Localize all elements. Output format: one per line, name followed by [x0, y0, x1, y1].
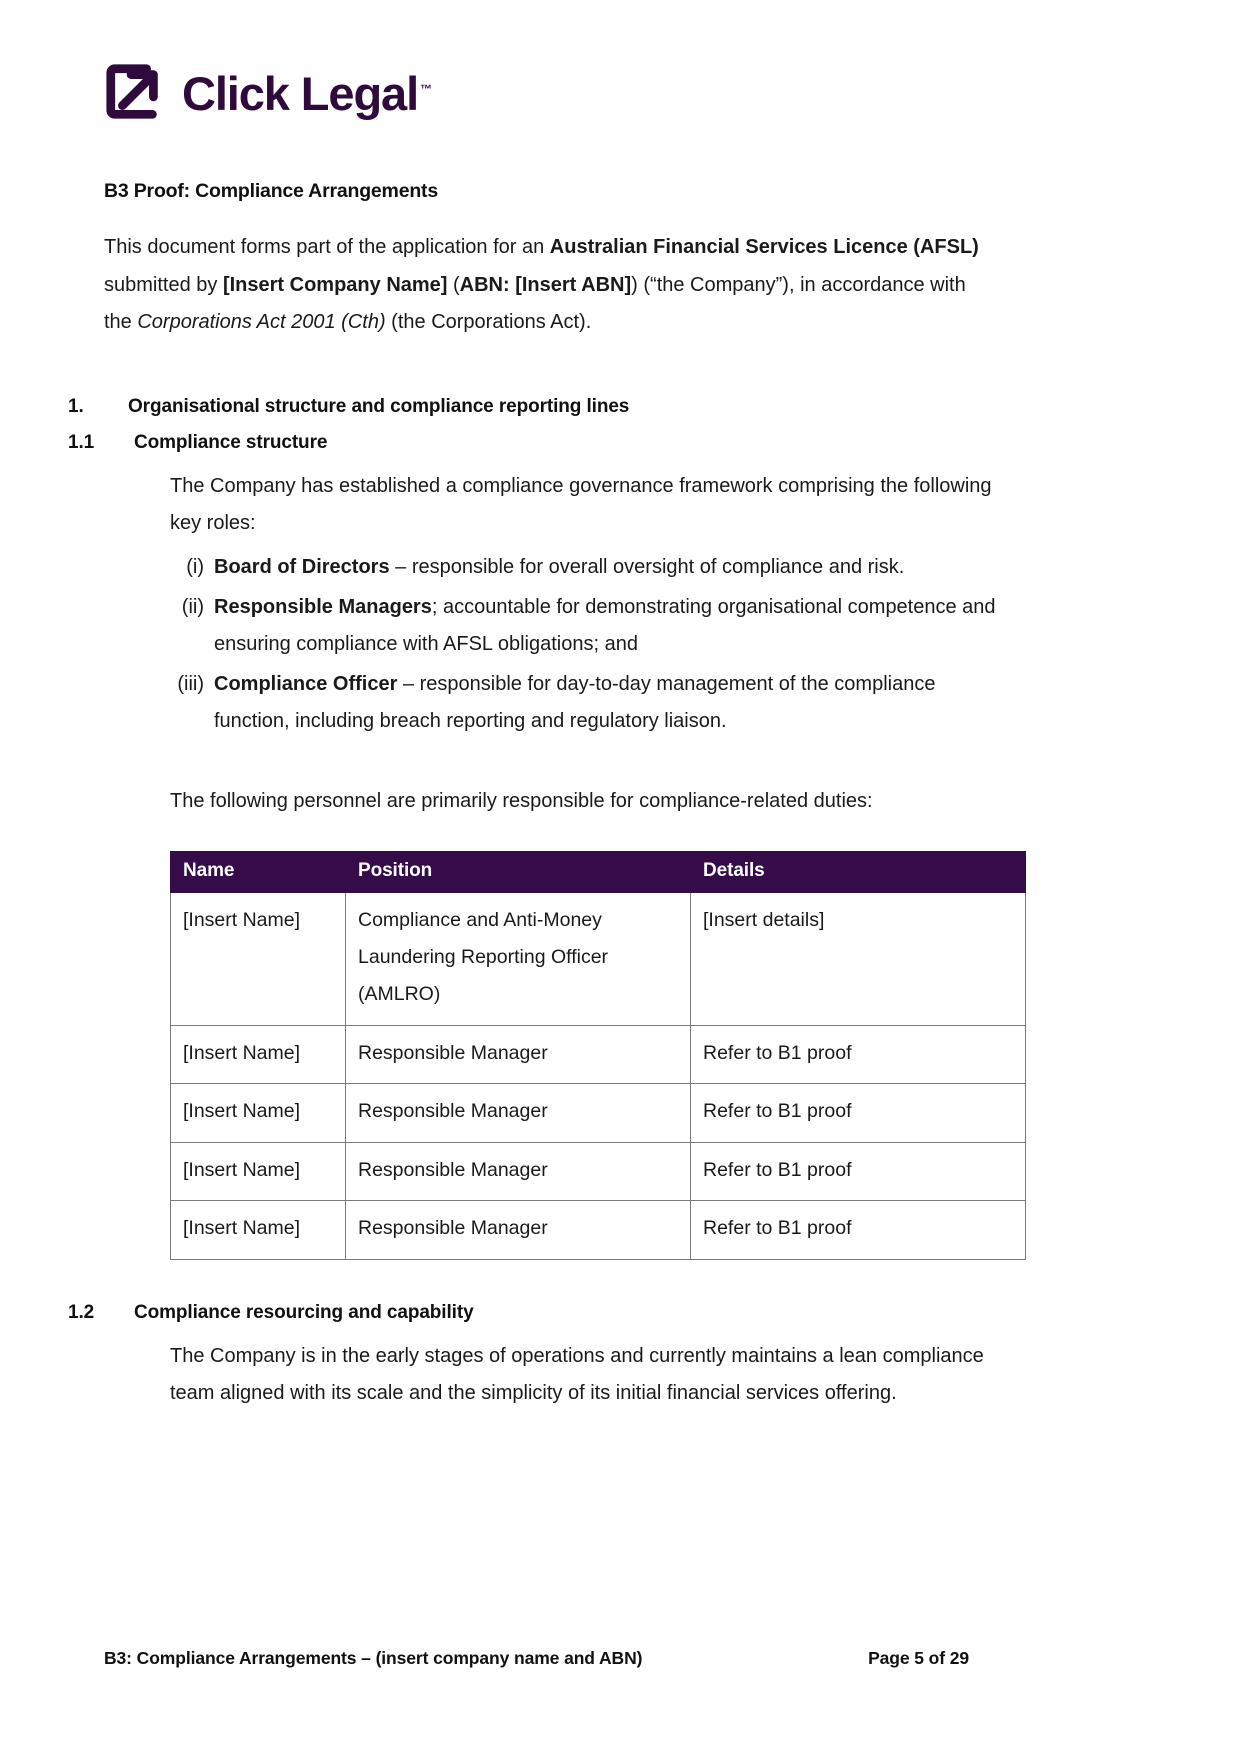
cell-details: Refer to B1 proof	[691, 1025, 1026, 1083]
page-title: B3 Proof: Compliance Arrangements	[104, 180, 438, 202]
cell-position: Responsible Manager	[346, 1142, 691, 1200]
document-body	[68, 180, 1173, 1419]
cell-details: Refer to B1 proof	[691, 1201, 1026, 1259]
table-row	[171, 1025, 1026, 1083]
cell-name: [Insert Name]	[171, 1201, 346, 1259]
page-footer	[104, 1648, 1137, 1669]
table-row	[171, 1142, 1026, 1200]
cell-details: Refer to B1 proof	[691, 1084, 1026, 1142]
trademark-symbol: ™	[420, 81, 433, 96]
cell-position: Compliance and Anti-Money Laundering Reporting Officer (AMLRO)	[346, 892, 691, 1025]
brand-name	[182, 66, 433, 120]
cell-name: [Insert Name]	[171, 1025, 346, 1083]
cell-name: [Insert Name]	[171, 1084, 346, 1142]
cell-name: [Insert Name]	[171, 1142, 346, 1200]
list-item-term-co: Compliance Officer	[214, 672, 398, 695]
section-number-1-2: 1.2	[68, 1301, 95, 1323]
section-title-1-2: Compliance resourcing and capability	[134, 1301, 474, 1323]
intro-text-5: (the Corporations Act).	[385, 311, 592, 334]
table-row	[171, 1084, 1026, 1142]
intro-bold-company: [Insert Company Name]	[222, 273, 448, 296]
table-header	[171, 851, 1026, 892]
cell-name: [Insert Name]	[171, 892, 346, 1025]
intro-text-1: This document forms part of the application for an	[104, 236, 550, 258]
table-body	[171, 892, 1026, 1259]
section-1-2-body	[170, 1338, 1015, 1413]
section-1-1-intro	[170, 468, 1015, 543]
intro-text-2: submitted by	[104, 273, 223, 296]
intro-text-4: ) (“the Company”), in accordance with the	[104, 273, 966, 334]
cell-details: [Insert details]	[691, 892, 1026, 1025]
list-body-ii	[214, 589, 1015, 664]
intro-paragraph	[104, 229, 994, 342]
list-item-desc-rm: ; accountable for demonstrating organisational competence and ensuring compliance with AFSL obligations; and	[214, 595, 996, 656]
table-row	[171, 1201, 1026, 1259]
section-heading-1	[68, 396, 1173, 418]
footer-document-title: B3: Compliance Arrangements – (insert company name and ABN)	[104, 1648, 643, 1668]
footer-page-number: Page 5 of 29	[868, 1648, 969, 1668]
intro-italic-act: Corporations Act 2001 (Cth)	[137, 311, 386, 334]
column-header-name: Name	[171, 851, 346, 892]
section-title-1-1: Compliance structure	[134, 431, 328, 453]
list-body-i	[214, 549, 1015, 587]
compliance-roles-list	[170, 549, 1015, 741]
cell-position: Responsible Manager	[346, 1201, 691, 1259]
list-marker-ii: (ii)	[181, 595, 204, 618]
list-item-term-rm: Responsible Managers	[214, 595, 432, 618]
cell-position: Responsible Manager	[346, 1084, 691, 1142]
table-lead-in: The following personnel are primarily responsible for compliance-related duties:	[170, 789, 873, 812]
list-item-desc-board: – responsible for overall oversight of compliance and risk.	[389, 555, 905, 578]
list-body-iii	[214, 666, 1015, 741]
brand-name-text: Click Legal	[182, 66, 419, 120]
section-heading-1-2	[68, 1302, 1173, 1324]
cell-details: Refer to B1 proof	[691, 1142, 1026, 1200]
section-heading-1-1	[68, 432, 1173, 454]
intro-bold-abn: ABN: [Insert ABN]	[459, 273, 632, 296]
section-title-1: Organisational structure and compliance reporting lines	[128, 395, 630, 417]
list-item-desc-co: – responsible for day-to-day management of the compliance function, including breach reporting and regulatory liaison.	[214, 672, 936, 733]
section-number-1: 1.	[68, 395, 84, 417]
list-item	[170, 666, 1015, 741]
column-header-details: Details	[691, 851, 1026, 892]
table-header-row	[171, 851, 1026, 892]
list-item	[170, 549, 1015, 587]
list-marker-iii: (iii)	[177, 672, 204, 695]
intro-text-3: (	[447, 273, 460, 296]
section-number-1-1: 1.1	[68, 431, 95, 453]
brand-logo	[104, 62, 432, 124]
intro-bold-afsl: Australian Financial Services Licence (AFSL)	[549, 236, 979, 258]
cell-position: Responsible Manager	[346, 1025, 691, 1083]
column-header-position: Position	[346, 851, 691, 892]
list-item-term-board: Board of Directors	[214, 555, 390, 578]
table-row	[171, 892, 1026, 1025]
section-1-2-text: The Company is in the early stages of operations and currently maintains a lean compliance team aligned with its scale and the simplicity of its initial financial services offering.	[170, 1344, 984, 1405]
list-item	[170, 589, 1015, 664]
list-marker-i: (i)	[186, 555, 204, 578]
section-spacer	[68, 366, 1173, 396]
section-1-1-intro-text: The Company has established a compliance governance framework comprising the following key roles:	[170, 474, 992, 535]
external-link-square-icon	[104, 62, 166, 124]
personnel-table	[170, 851, 1026, 1260]
